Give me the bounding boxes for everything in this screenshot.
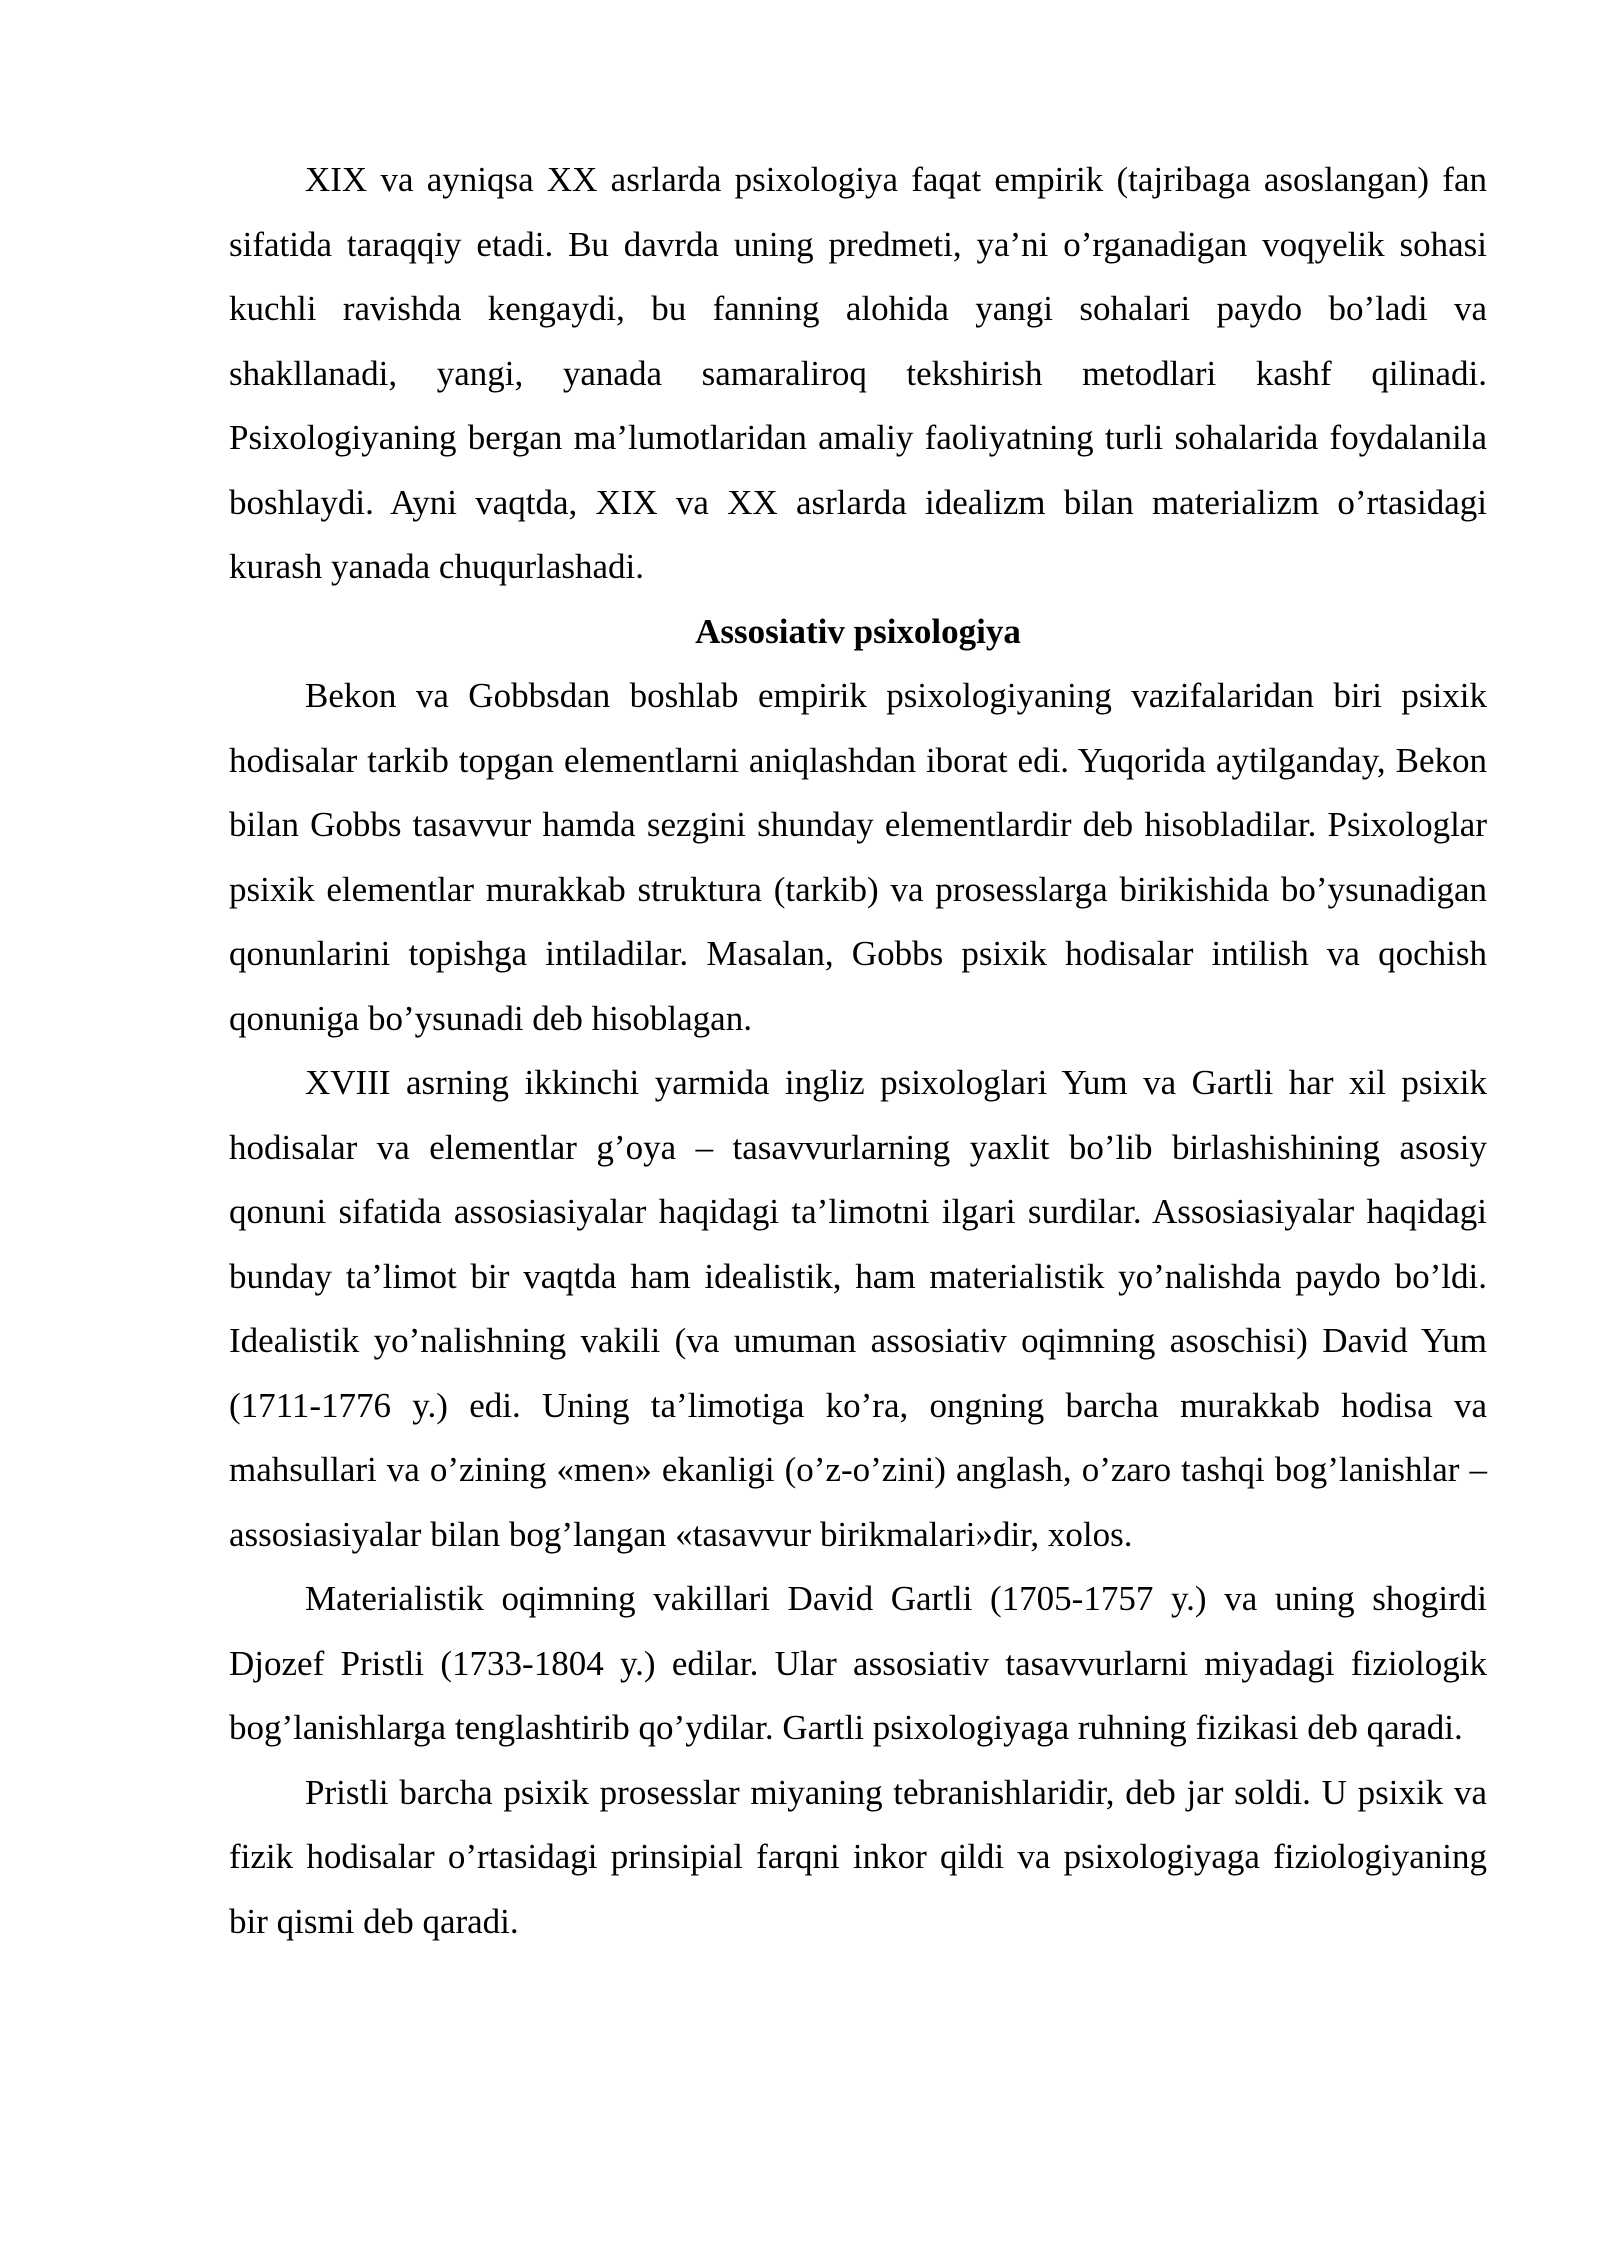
paragraph: Materialistik oqimning vakillari David Gartli (1705-1757 y.) va uning shogirdi Djozef Pristli (1733-1804 y.) edilar. Ular assosiativ tasavvurlarni miyadagi fiziologik bog’lanishlarga tenglashtirib qo’ydilar. Gartli psixologiyaga ruhning fizikasi deb qaradi. [229, 1579, 1487, 1747]
paragraph: Pristli barcha psixik prosesslar miyaning tebranishlaridir, deb jar soldi. U psixik va fizik hodisalar o’rtasidagi prinsipial farqni inkor qildi va psixologiyaga fiziologiyaning bir qismi deb qaradi. [229, 1772, 1487, 1941]
paragraph-intro: XIX va ayniqsa XX asrlarda psixologiya faqat empirik (tajribaga asoslangan) fan sifatida taraqqiy etadi. Bu davrda uning predmeti, ya’ni o’rganadigan voqyelik sohasi kuchli ravishda kengaydi, bu fanning alohida yangi sohalari paydo bo’ladi va shakllanadi, yangi, yanada samaraliroq tekshirish metodlari kashf qilinadi. Psixologiyaning bergan ma’lumotlaridan amaliy faoliyatning turli sohalarida foydalanila boshlaydi. Ayni vaqtda, XIX va XX asrlarda idealizm bilan materializm o’rtasidagi kurash yanada chuqurlashadi. [229, 160, 1487, 586]
document-page [229, 148, 1487, 1954]
paragraph: Bekon va Gobbsdan boshlab empirik psixologiyaning vazifalaridan biri psixik hodisalar tarkib topgan elementlarni aniqlashdan iborat edi. Yuqorida aytilganday, Bekon bilan Gobbs tasavvur hamda sezgini shunday elementlardir deb hisobladilar. Psixologlar psixik elementlar murakkab struktura (tarkib) va prosesslarga birikishida bo’ysunadigan qonunlarini topishga intiladilar. Masalan, Gobbs psixik hodisalar intilish va qochish qonuniga bo’ysunadi deb hisoblagan. [229, 676, 1487, 1038]
section-heading: Assosiativ psixologiya [695, 611, 1021, 651]
paragraph: XVIII asrning ikkinchi yarmida ingliz psixologlari Yum va Gartli har xil psixik hodisalar va elementlar g’oya – tasavvurlarning yaxlit bo’lib birlashishining asosiy qonuni sifatida assosiasiyalar haqidagi ta’limotni ilgari surdilar. Assosiasiyalar haqidagi bunday ta’limot bir vaqtda ham idealistik, ham materialistik yo’nalishda paydo bo’ldi. Idealistik yo’nalishning vakili (va umuman assosiativ oqimning asoschisi) David Yum (1711-1776 y.) edi. Uning ta’limotiga ko’ra, ongning barcha murakkab hodisa va mahsullari va o’zining «men» ekanligi (o’z-o’zini) anglash, o’zaro tashqi bog’lanishlar – assosiasiyalar bilan bog’langan «tasavvur birikmalari»dir, xolos. [229, 1063, 1487, 1554]
